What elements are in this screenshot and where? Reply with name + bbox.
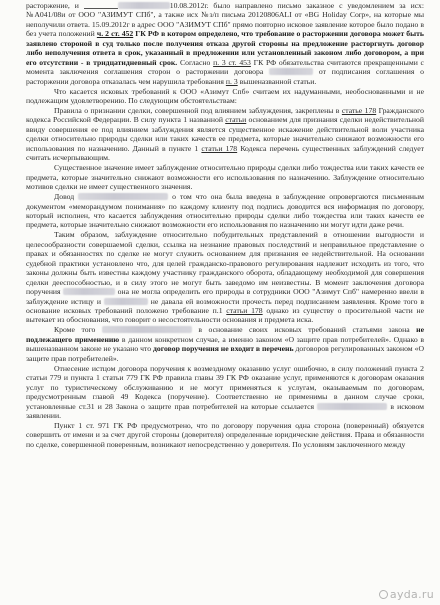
text-run: Отнесение истцом договора поручения к возмездному оказанию услуг ошибочно, в силу положений пункта 2 статьи 779 и пункта 1 статьи 779 ГК РФ правила главы 39 ГК РФ оказание услуг, применяются к договорам оказания услуг по туристическому обслуживанию и не могут применяться к услугам, оказываемым по договорам, предусмотренным главой 49 Кодекса (поручение). Соответственно не применимы в данном случае сроки, установленные ст.31 и 28 Закона о защите прав потребителей на которые ссылается bbox=[26, 363, 424, 411]
text-run: вышеназванной статьи. bbox=[237, 76, 317, 86]
law-reference-link[interactable]: статьи 178 bbox=[226, 306, 263, 315]
law-reference-link[interactable]: статье 178 bbox=[341, 105, 377, 115]
text-run: Однако в вышеназванном законе не указано что bbox=[26, 334, 424, 354]
bold-text: ГК РФ в котором определено, что требование о расторжении договора может быть заявлено стороной в суд только после получения отказа другой стороны на предложение расторгнуть договор либо неполучения ответа в срок, указанный в предложении или установленный законом либо договором, а при его отсутствии - в тридцатидневный срок. bbox=[26, 29, 424, 67]
paragraph-4 bbox=[26, 163, 424, 191]
text-run: Согласно bbox=[177, 57, 214, 67]
bold-text: договор поручения не входит в перечень bbox=[152, 344, 294, 354]
text-run: Кодекса перечень существенных заблуждений следует считать исчерпывающим. bbox=[26, 143, 424, 163]
signature-blank bbox=[84, 1, 118, 9]
redacted-name bbox=[102, 326, 192, 333]
law-reference-link[interactable]: ч. 2 ст. 452 bbox=[96, 29, 134, 39]
document-text bbox=[26, 1, 424, 450]
text-run: 10.08.2012г. было направлено письмо заказное с уведомлением за исх: №А041/08и от ООО "АЗИМУТ СПб", а также исх №з/п письма 20120806АLI от «BG Holiday Corp», на которые мы неполучили ответа. 15.09.2012г в адрес ООО "АЗИМУТ СПб" прямо повторно исковое заявление которое было подано в без учета положений bbox=[26, 1, 425, 39]
paragraph-8 bbox=[26, 364, 424, 421]
text-run: не давала ей возможности прочесть перед подписанием заявления. Кроме того в основание исковых требований положено требование п.1 bbox=[26, 296, 425, 315]
text-run: Таким образом, заблуждение относительно побудительных представлений в отношении выгодности и целесообразности совершаемой сделки, ссылка на незнание правовых последствий и неправильное представление о правах и обязанностях по сделке не могут служить основанием для признания ее недействительной. На основании судебной практики установлено что, для целей гражданско-правового регулирования надлежит исходить из того, что законы должны быть известны каждому участнику гражданского оборота, обладающему необходимой для совершения сделки дееспособностью, и в силу этого не могут быть заведомо им неизвестны. В момент заключения договора поручения bbox=[26, 230, 424, 297]
paragraph-1 bbox=[26, 1, 424, 86]
text-run: о том что она была введена в заблуждение опровергаются письменным документом «меморандумом понимания» по каждому клиенту под подпись доводится вся информация по договору, который исполнен, что касается заблуждения относительно природы сделки либо тождества или таких качеств ее предмета, которые значительно снижают возможности его использования по назначению ни могут идти даже речи. bbox=[26, 192, 424, 230]
redacted-name bbox=[269, 68, 313, 75]
redacted-name bbox=[63, 288, 115, 295]
law-reference-link[interactable]: статьи bbox=[225, 115, 247, 125]
redacted-name bbox=[317, 403, 387, 410]
redacted-name bbox=[104, 298, 148, 305]
paragraph-9 bbox=[26, 421, 424, 449]
law-reference-link[interactable]: п. 3 ст. 453 bbox=[213, 57, 251, 67]
text-run: Пункт 1 ст. 971 ГК РФ предусмотрено, что по договору поручения одна сторона (поверенный) обязуется совершить от имени и за счет другой стороны (доверителя) определенные юридические действия. Права и обязанности по сделке, совершенной поверенным, возникают непосредственно у доверителя. По условиям заключенного между bbox=[26, 420, 424, 449]
text-run: однако из существу о просительной части не вытекает из обоснования, что говорит о несостоятельности основания и предмета иска. bbox=[26, 306, 425, 325]
text-run: договоров регулированных законом «О защите прав потребителей». bbox=[26, 344, 424, 363]
watermark-text: ayda.ru bbox=[389, 588, 434, 601]
text-run: основанием для признания сделки недействительной ввиду совершения ее под влиянием заблуждения является существенное искажение действительной воли участника сделки относительно природы сделки или таких качеств ее предмета, которые значительно снижают возможности его использования по назначению. Данный в пункте 1 bbox=[26, 115, 424, 153]
text-run: в bbox=[387, 401, 394, 411]
text-run: в данном конкретном случае, а именно законом «О защите прав потребителей». bbox=[119, 334, 391, 344]
text-run: Довод bbox=[54, 192, 75, 202]
text-run: Существенное значение имеет заблуждение относительно природы сделки либо тождества или таких качеств ее предмета, которые значительно снижают возможности его использования по назначению. Заблуждение относительно мотивов сделки не имеет существенного значения. bbox=[26, 163, 424, 192]
text-run: от подписания соглашения о расторжении договора отказалась чем нарушила требования bbox=[26, 67, 425, 86]
text-run: она не могла определить его природы в сотрудники ООО "Азимут Спб" намеренно ввели в заблуждение истицу и bbox=[26, 287, 424, 306]
redacted-name bbox=[78, 193, 168, 200]
paragraph-6 bbox=[26, 230, 424, 325]
law-reference-link[interactable]: п. 3 bbox=[225, 76, 238, 86]
text-run: в основание своих исковых требований статьями закона bbox=[191, 325, 417, 335]
watermark bbox=[379, 588, 434, 601]
text-run: исковом заявлении. bbox=[26, 401, 425, 420]
text-run: Кроме того bbox=[54, 325, 96, 335]
text-run: Гражданского кодекса Российской Федерации. В силу пункта 1 названной bbox=[26, 105, 424, 125]
text-run: Правила о признании сделки, совершенной под влиянием заблуждения, закреплены в bbox=[54, 105, 342, 115]
paragraph-2 bbox=[26, 87, 424, 106]
paragraph-5 bbox=[26, 192, 424, 230]
text-run: расторжение, и bbox=[26, 1, 79, 10]
paragraph-7 bbox=[26, 325, 424, 363]
law-reference-link[interactable]: статьи 178 bbox=[201, 143, 238, 153]
text-run: ГК РФ обязательства считаются прекращенными с момента заключения соглашения сторон о расторжении договора bbox=[26, 57, 424, 77]
paragraph-3 bbox=[26, 106, 424, 163]
redacted-name bbox=[118, 2, 170, 9]
globe-icon bbox=[379, 590, 388, 599]
text-run: Что касается исковых требований к ООО «Азимут Спб» считаем их надуманными, необоснованными и не подлежащим удовлетворению. По следующим обстоятельствам: bbox=[26, 86, 424, 106]
bold-text: не подлежащего применению bbox=[26, 325, 424, 344]
